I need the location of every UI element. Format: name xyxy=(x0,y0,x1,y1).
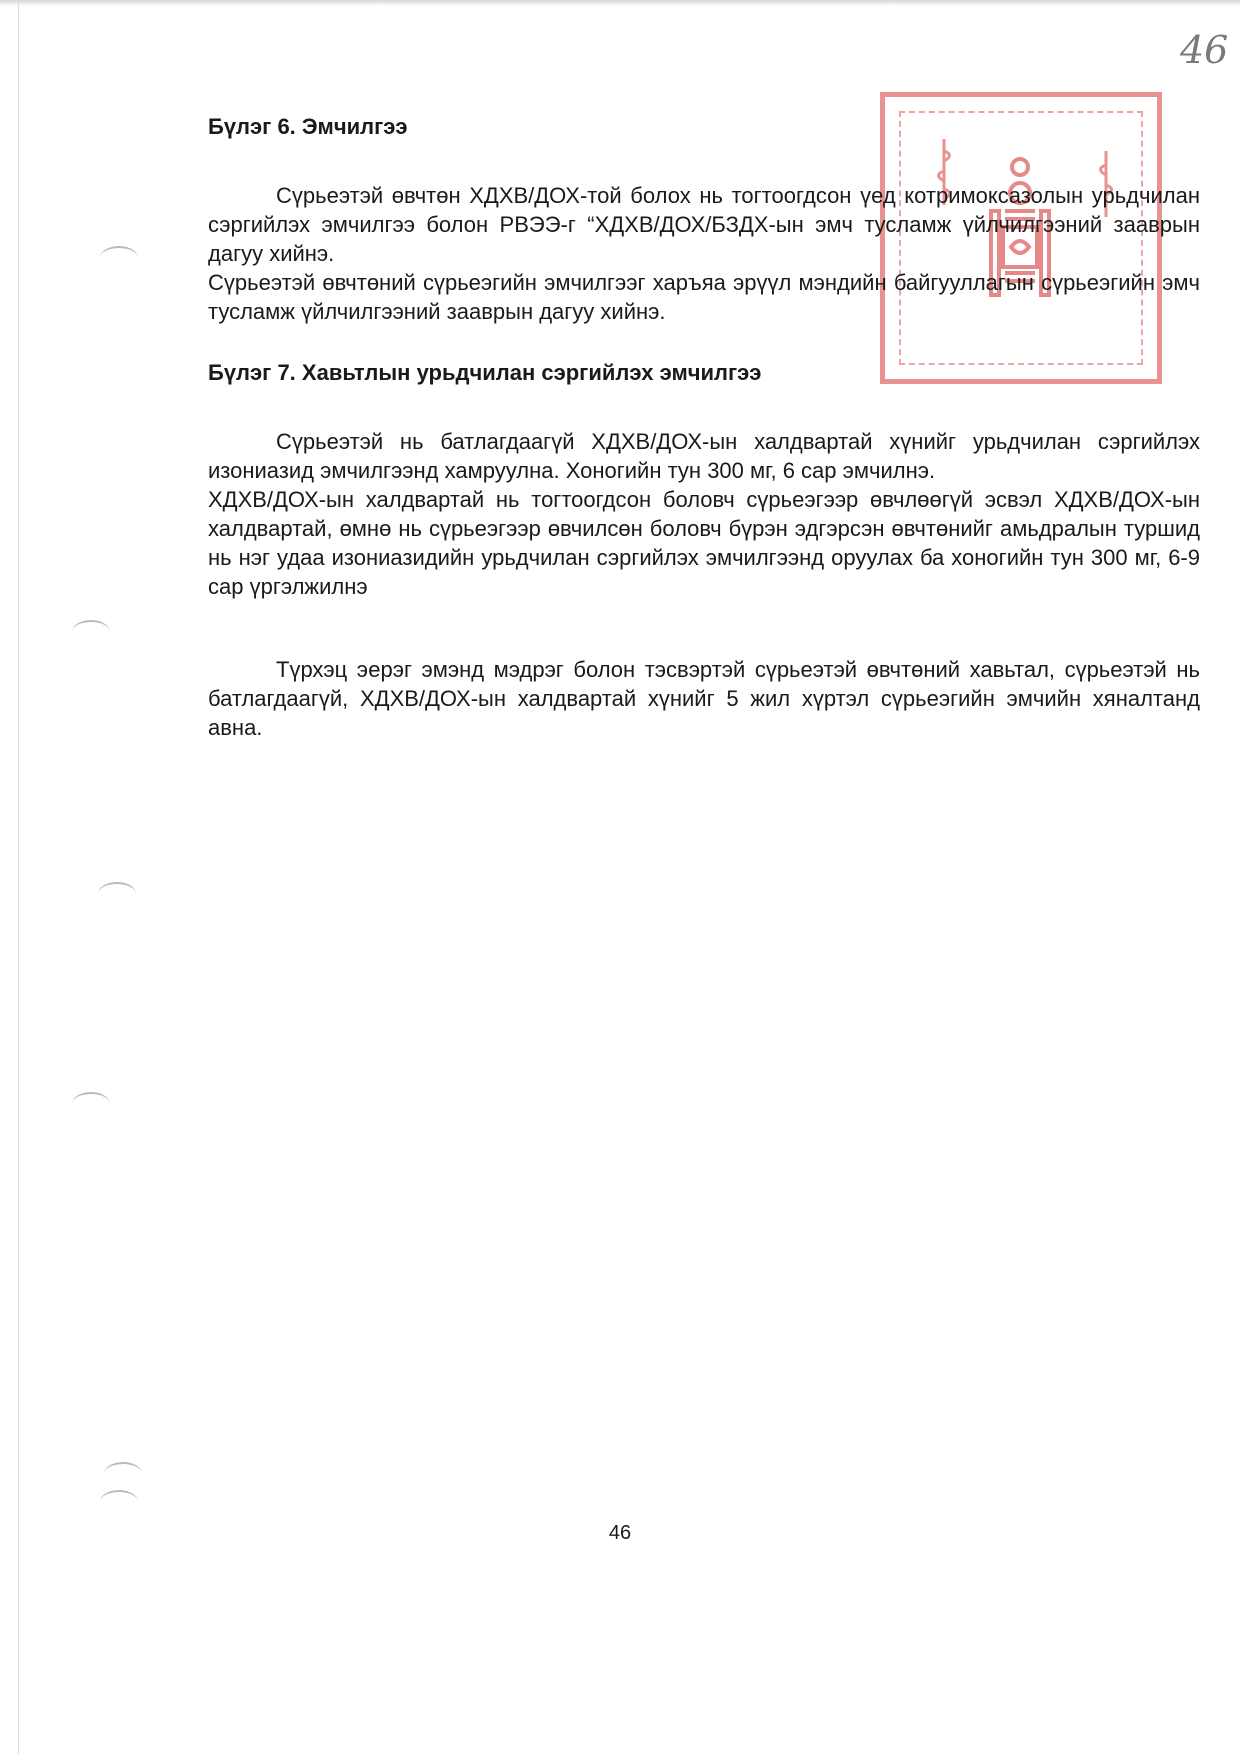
punch-hole-mark xyxy=(72,620,110,644)
section-6-paragraph: Сүрьеэтэй өвчтөний сүрьеэгийн эмчилгээг харъяа эрүүл мэндийн байгууллагын сүрьеэгийн эмч тусламж үйлчилгээний зааврын дагуу хийнэ. xyxy=(208,270,1200,324)
handwritten-page-number: 46 xyxy=(1180,28,1229,72)
document-body xyxy=(208,112,1200,742)
section-6-paragraph: Сүрьеэтэй өвчтөн ХДХВ/ДОХ-той болох нь тогтоогдсон үед котримоксазолын урьдчилан сэргийлэх эмчилгээ болон РВЭЭ-г “ХДХВ/ДОХ/БЗДХ-ын эмч тусламж үйлчилгээний зааврын дагуу хийнэ. xyxy=(208,183,1200,266)
punch-hole-mark xyxy=(100,246,138,270)
section-7-heading: Бүлэг 7. Хавьтлын урьдчилан сэргийлэх эмчилгээ xyxy=(208,360,762,385)
page-number: 46 xyxy=(608,1522,632,1544)
punch-hole-mark xyxy=(72,1092,110,1116)
punch-hole-mark xyxy=(100,1490,138,1514)
section-7-paragraph: Түрхэц эерэг эмэнд мэдрэг болон тэсвэртэй сүрьеэтэй өвчтөний хавьтал, сүрьеэтэй нь батлагдаагүй, ХДХВ/ДОХ-ын халдвартай хүнийг 5 жил хүртэл сүрьеэгийн эмчийн хяналтанд авна. xyxy=(208,657,1200,740)
scan-page-edge xyxy=(18,0,19,1754)
section-6-heading: Бүлэг 6. Эмчилгээ xyxy=(208,114,408,139)
punch-hole-mark xyxy=(104,1462,142,1486)
section-7-paragraph: ХДХВ/ДОХ-ын халдвартай нь тогтоогдсон боловч сүрьеэгээр өвчлөөгүй эсвэл ХДХВ/ДОХ-ын халдвартай, өмнө нь сүрьеэгээр өвчилсөн боловч бүрэн эдгэрсэн өвчтөнийг амьдралын туршид нь нэг удаа изониазидийн урьдчилан сэргийлэх эмчилгээнд оруулах ба хоногийн тун 300 мг, 6-9 сар үргэлжилнэ xyxy=(208,487,1200,599)
section-7-paragraph: Сүрьеэтэй нь батлагдаагүй ХДХВ/ДОХ-ын халдвартай хүнийг урьдчилан сэргийлэх изониазид эмчилгээнд хамруулна. Хоногийн тун 300 мг, 6 сар эмчилнэ. xyxy=(208,429,1200,483)
punch-hole-mark xyxy=(98,882,136,906)
scan-top-edge xyxy=(0,0,1240,6)
